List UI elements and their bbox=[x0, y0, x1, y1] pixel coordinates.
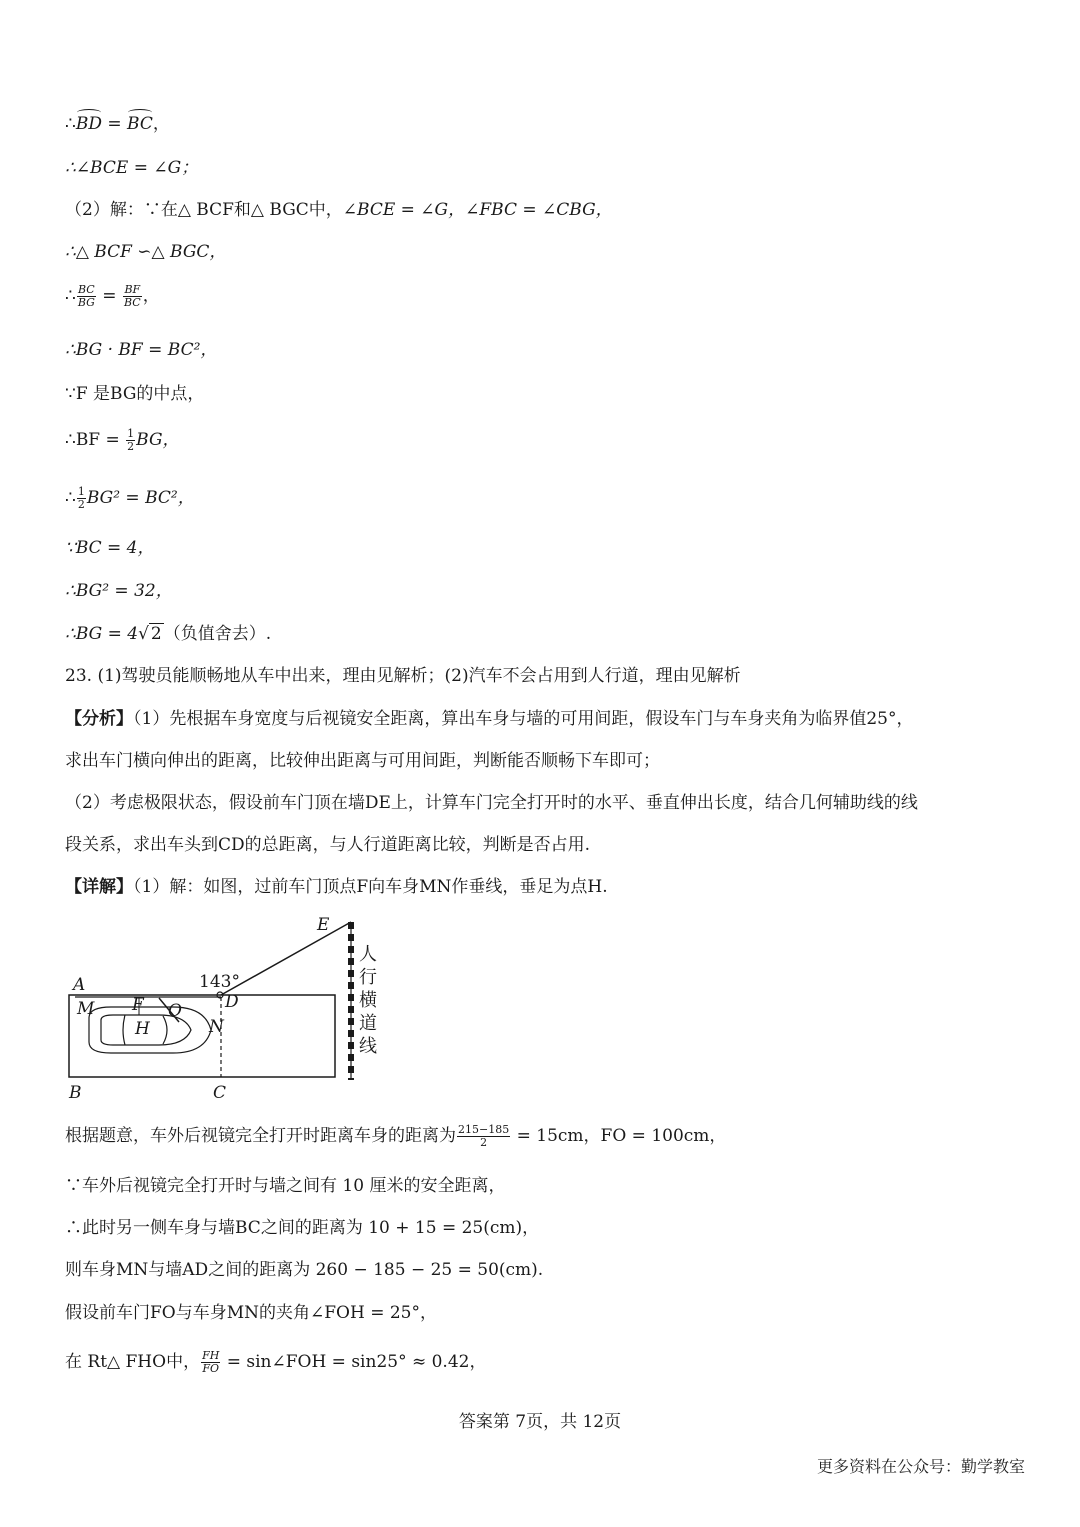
numerator: 1 bbox=[127, 427, 135, 440]
expression-end: BG， bbox=[136, 430, 180, 450]
label-e: E bbox=[317, 915, 330, 935]
equals-sign: = bbox=[96, 286, 122, 306]
calc-result: = 15cm，FO = 100cm， bbox=[511, 1126, 727, 1146]
car-door-geometry-figure bbox=[55, 910, 395, 1110]
numerator: 1 bbox=[77, 485, 85, 498]
angle-143: 143° bbox=[199, 972, 240, 992]
line-bc-value: ∵BC = 4， bbox=[65, 538, 155, 558]
line-assume-angle: 假设前车门FO与车身MN的夹角∠FOH = 25°， bbox=[65, 1303, 437, 1323]
line-distance-ad: 则车身MN与墙AD之间的距离为 260 − 185 − 25 = 50(cm). bbox=[65, 1260, 544, 1280]
expression-start: ∴BF = bbox=[65, 430, 126, 450]
car-icon bbox=[89, 1007, 211, 1053]
analysis-part2-a: （2）考虑极限状态，假设前车门顶在墙DE上，计算车门完全打开时的水平、垂直伸出长度，结合几何辅助线的线 bbox=[65, 793, 918, 813]
analysis-tag: 【分析】 bbox=[65, 709, 133, 729]
line-angle-equal: ∴∠BCE = ∠G； bbox=[65, 158, 199, 178]
line-bg-squared: ∴BG² = 32， bbox=[65, 581, 173, 601]
arc-bc: BC bbox=[127, 114, 153, 134]
line-bf-half bbox=[65, 428, 1030, 453]
part2-conditions: ∠BCE = ∠G，∠FBC = ∠CBG， bbox=[342, 200, 613, 220]
line-ratio bbox=[65, 284, 1030, 309]
part2-intro: （2）解：∵在△ BCF和△ BGC中， bbox=[65, 200, 343, 220]
fraction-bc-bg bbox=[77, 284, 96, 309]
denominator: BG bbox=[77, 296, 95, 309]
denominator: 2 bbox=[127, 440, 135, 453]
punctuation: ， bbox=[152, 114, 170, 134]
label-b: B bbox=[69, 1083, 82, 1103]
punctuation: ， bbox=[142, 286, 160, 306]
rt-text: 在 Rt△ FHO中， bbox=[65, 1352, 201, 1372]
page-footer: 答案第 7页，共 12页 bbox=[458, 1412, 622, 1432]
therefore-symbol: ∴ bbox=[65, 286, 76, 306]
line-midpoint: ∵F 是BG的中点， bbox=[65, 384, 205, 404]
line-safety-distance: ∵车外后视镜完全打开时与墙之间有 10 厘米的安全距离， bbox=[65, 1176, 506, 1196]
label-m: M bbox=[77, 999, 95, 1019]
expression-end: （负值舍去）. bbox=[163, 624, 272, 644]
numerator: FH bbox=[202, 1349, 220, 1362]
detail-tag: 【详解】 bbox=[65, 877, 133, 897]
answer-23: 23. (1)驾驶员能顺畅地从车中出来，理由见解析；(2)汽车不会占用到人行道，理由见解析 bbox=[65, 666, 741, 686]
line-product: ∴BG · BF = BC²， bbox=[65, 340, 218, 360]
analysis-part1-a bbox=[65, 707, 1030, 731]
line-rt-triangle bbox=[65, 1350, 1030, 1375]
rt-result: = sin∠FOH = sin25° ≈ 0.42， bbox=[221, 1352, 487, 1372]
fraction-mirror bbox=[457, 1124, 510, 1149]
label-f: F bbox=[132, 995, 144, 1015]
sidewalk-char: 线 bbox=[359, 1036, 377, 1057]
fraction-one-half bbox=[77, 486, 86, 511]
numerator: BC bbox=[78, 283, 95, 296]
numerator: BF bbox=[124, 283, 141, 296]
fraction-one-half bbox=[126, 428, 135, 453]
label-n: N bbox=[209, 1017, 224, 1037]
equals-sign: = bbox=[101, 114, 128, 134]
label-c: C bbox=[213, 1083, 227, 1103]
radicand: 2 bbox=[150, 624, 162, 644]
analysis-part1-b: 求出车门横向伸出的距离，比较伸出距离与可用间距，判断能否顺畅下车即可； bbox=[65, 751, 660, 771]
fraction-bf-bc bbox=[123, 284, 142, 309]
expression-end: BG² = BC²， bbox=[86, 488, 195, 508]
arc-bd: BD bbox=[75, 114, 102, 134]
sidewalk-char: 人 bbox=[359, 944, 377, 965]
wall-de bbox=[221, 922, 351, 995]
sidewalk-char: 道 bbox=[359, 1013, 377, 1034]
denominator: FO bbox=[202, 1362, 220, 1375]
line-bg-result bbox=[65, 622, 1030, 646]
label-h: H bbox=[135, 1019, 150, 1039]
line-part2-head bbox=[65, 198, 1030, 222]
line-arc-equal bbox=[65, 112, 1030, 136]
numerator: 215−185 bbox=[458, 1123, 510, 1136]
sidewalk-char: 行 bbox=[359, 967, 377, 988]
therefore-symbol: ∴ bbox=[65, 114, 76, 134]
watermark: 更多资料在公众号：勤学教室 bbox=[816, 1457, 1025, 1476]
line-distance-bc: ∴此时另一侧车身与墙BC之间的距离为 10 + 15 = 25(cm)， bbox=[65, 1218, 540, 1238]
therefore-symbol: ∴ bbox=[65, 488, 76, 508]
denominator: BC bbox=[123, 296, 141, 309]
label-o: O bbox=[168, 1001, 182, 1021]
denominator: 2 bbox=[480, 1136, 488, 1149]
label-d: D bbox=[225, 992, 239, 1012]
detail-text: （1）解：如图，过前车门顶点F向车身MN作垂线，垂足为点H. bbox=[133, 877, 608, 897]
line-half-bg-squared bbox=[65, 486, 1030, 511]
analysis-part2-b: 段关系，求出车头到CD的总距离，与人行道距离比较，判断是否占用. bbox=[65, 835, 591, 855]
detail-part1 bbox=[65, 875, 1030, 899]
expression-start: ∴BG = 4√ bbox=[65, 624, 149, 644]
line-similar: ∴△ BCF ∽△ BGC， bbox=[65, 242, 227, 262]
calc-text: 根据题意，车外后视镜完全打开时距离车身的距离为 bbox=[65, 1126, 456, 1146]
fraction-fh-fo bbox=[201, 1350, 220, 1375]
calc-mirror-distance bbox=[65, 1124, 1030, 1149]
sidewalk-char: 横 bbox=[359, 990, 377, 1011]
label-a: A bbox=[73, 975, 86, 995]
analysis-text: （1）先根据车身宽度与后视镜安全距离，算出车身与墙的可用间距，假设车门与车身夹角为临界值25°， bbox=[133, 709, 914, 729]
denominator: 2 bbox=[77, 498, 85, 511]
